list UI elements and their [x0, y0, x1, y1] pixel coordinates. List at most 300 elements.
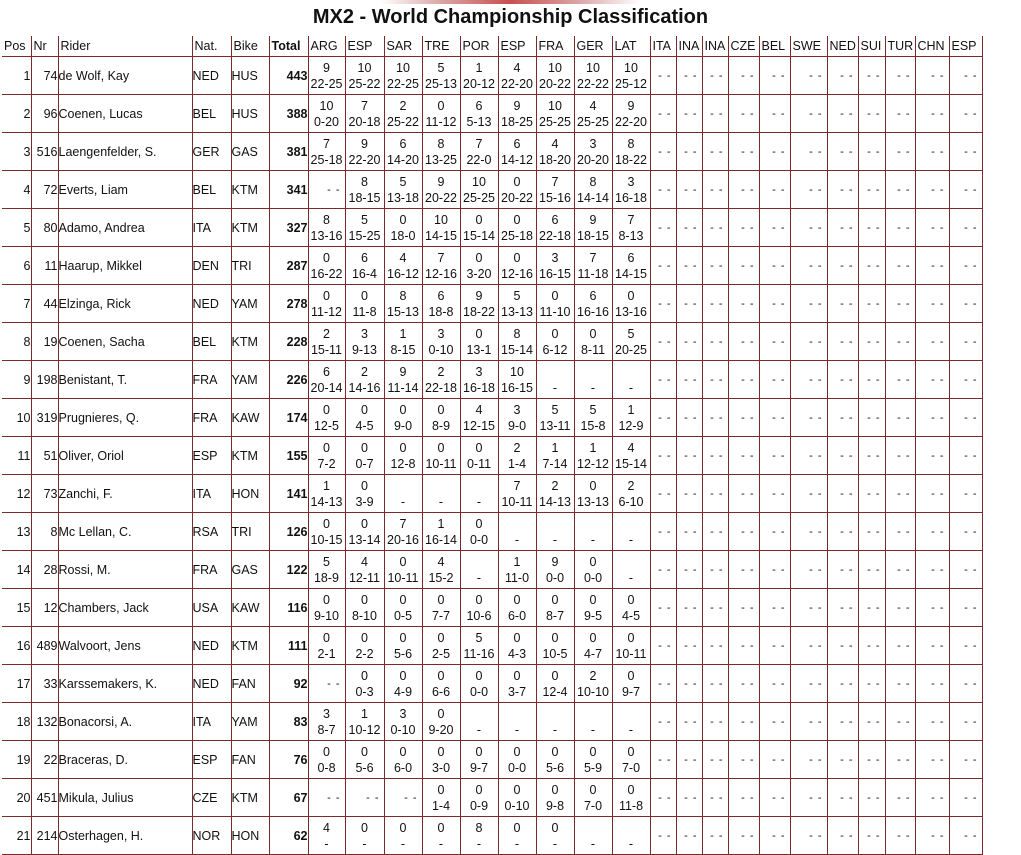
cell-result [498, 817, 536, 855]
cell-nr: 80 [31, 209, 58, 247]
moto-points: 9-7 [621, 684, 641, 699]
cell-nat: ESP [192, 741, 231, 779]
table-row [2, 285, 982, 323]
cell-result [422, 399, 460, 437]
cell-result [536, 551, 574, 589]
moto-points: 6-10 [618, 494, 644, 509]
moto-points: - [590, 532, 596, 547]
col-gp: LAT [612, 36, 650, 57]
table-row [2, 171, 982, 209]
cell-bike: KTM [231, 171, 269, 209]
gp-points: 6 [323, 364, 330, 379]
gp-points: 0 [551, 326, 559, 341]
cell-pos: 6 [2, 247, 31, 285]
cell-result-empty: - - [827, 361, 858, 399]
cell-result [574, 323, 612, 361]
cell-result [460, 437, 498, 475]
gp-points: 0 [475, 782, 483, 797]
table-row [2, 475, 982, 513]
cell-result [612, 475, 650, 513]
gp-points: 10 [586, 60, 600, 75]
gp-points: 5 [513, 288, 521, 303]
cell-total: 62 [269, 817, 308, 855]
cell-result-empty: - - [915, 323, 949, 361]
cell-result [574, 171, 612, 209]
moto-points: 7-7 [431, 608, 451, 623]
cell-result [574, 437, 612, 475]
table-row [2, 133, 982, 171]
cell-result [460, 285, 498, 323]
cell-total: 111 [269, 627, 308, 665]
cell-total: 122 [269, 551, 308, 589]
cell-result-empty: - - [858, 665, 885, 703]
gp-points: 0 [513, 212, 521, 227]
gp-points: 0 [589, 326, 597, 341]
moto-points: 6-6 [431, 684, 451, 699]
cell-result [498, 741, 536, 779]
cell-nr: 22 [31, 741, 58, 779]
moto-points: 22-0 [466, 152, 492, 167]
cell-result-empty: - - [650, 589, 676, 627]
cell-result [612, 627, 650, 665]
cell-result-empty: - - [885, 285, 915, 323]
gp-points [385, 478, 422, 494]
moto-points: 13-13 [577, 494, 609, 509]
cell-result-empty: - - [702, 551, 728, 589]
gp-points [575, 820, 612, 836]
table-row [2, 513, 982, 551]
cell-result-empty: - - [702, 589, 728, 627]
cell-result-empty: - - [827, 209, 858, 247]
cell-bike: GAS [231, 133, 269, 171]
cell-result-empty: - - [915, 171, 949, 209]
gp-points: 0 [627, 668, 635, 683]
cell-result-empty: - - [790, 513, 827, 551]
cell-result [345, 627, 384, 665]
cell-result-empty: - - [676, 665, 702, 703]
cell-result-empty: - - [915, 437, 949, 475]
cell-result-empty: - - [759, 551, 790, 589]
gp-points: 10 [357, 60, 372, 75]
cell-result [574, 703, 612, 741]
gp-points: 7 [361, 98, 368, 113]
moto-points: 11-12 [310, 304, 343, 319]
gp-points: 2 [627, 478, 635, 493]
gp-points: 0 [475, 440, 483, 455]
moto-points: 13-13 [501, 304, 533, 319]
moto-points: - [628, 532, 634, 547]
moto-points: - [400, 836, 406, 851]
cell-result-empty: - - [885, 323, 915, 361]
cell-result-empty: - - [676, 57, 702, 95]
moto-points: 8-13 [618, 228, 644, 243]
page-title: MX2 - World Championship Classification [312, 6, 709, 28]
cell-result-empty: - - [827, 285, 858, 323]
cell-result [612, 399, 650, 437]
cell-result [460, 551, 498, 589]
cell-bike: KTM [231, 627, 269, 665]
cell-pos: 20 [2, 779, 31, 817]
cell-result-empty: - - [790, 209, 827, 247]
cell-result-empty: - - [827, 247, 858, 285]
moto-points: - [628, 722, 634, 737]
moto-points: - [590, 380, 596, 395]
gp-points: 0 [589, 478, 597, 493]
cell-result-empty: - - [702, 475, 728, 513]
cell-result-empty: - - [858, 247, 885, 285]
moto-points: - [552, 722, 558, 737]
col-gp: GER [574, 36, 612, 57]
moto-points: 3-9 [355, 494, 374, 509]
cell-pos: 13 [2, 513, 31, 551]
moto-points: 0-0 [469, 684, 489, 699]
gp-points: 3 [475, 364, 483, 379]
cell-nat: NED [192, 57, 231, 95]
cell-nat: NED [192, 285, 231, 323]
moto-points: 18-15 [577, 228, 609, 243]
cell-result [384, 741, 422, 779]
cell-result [345, 741, 384, 779]
gp-points: 6 [437, 288, 445, 303]
moto-points: - [628, 836, 634, 851]
cell-result-empty: - - [790, 133, 827, 171]
cell-nr: 19 [31, 323, 58, 361]
gp-points: 2 [323, 326, 330, 341]
col-rider: Rider [58, 36, 192, 57]
cell-rider: Laengenfelder, S. [58, 133, 192, 171]
cell-result [422, 361, 460, 399]
moto-points: 2-1 [317, 646, 336, 661]
cell-nat: FRA [192, 551, 231, 589]
cell-nat: BEL [192, 323, 231, 361]
gp-points: 0 [627, 592, 635, 607]
classification-body [2, 57, 982, 855]
moto-points: 10-15 [310, 532, 343, 547]
cell-total: 126 [269, 513, 308, 551]
gp-points: 0 [399, 668, 407, 683]
cell-result-empty: - - [759, 285, 790, 323]
gp-points [537, 516, 574, 532]
cell-result [612, 285, 650, 323]
gp-points: 0 [475, 212, 483, 227]
cell-result-empty: - - [676, 361, 702, 399]
cell-total: 443 [269, 57, 308, 95]
cell-result-empty: - - [728, 779, 759, 817]
col-gp: SUI [858, 36, 885, 57]
cell-nat: BEL [192, 171, 231, 209]
moto-points: 9-7 [469, 760, 489, 775]
cell-result [422, 171, 460, 209]
cell-result [345, 437, 384, 475]
col-total: Total [269, 36, 308, 57]
cell-result-empty: - - [885, 741, 915, 779]
cell-result [422, 475, 460, 513]
cell-result-empty: - - [915, 475, 949, 513]
cell-result [384, 361, 422, 399]
cell-bike: KTM [231, 779, 269, 817]
moto-points: 20-22 [425, 190, 457, 205]
cell-result-empty: - - [728, 741, 759, 779]
gp-points: 0 [551, 668, 559, 683]
moto-points: 12-11 [348, 570, 381, 585]
table-row [2, 779, 982, 817]
cell-rider: Everts, Liam [58, 171, 192, 209]
cell-result-empty: - - [949, 133, 982, 171]
cell-result [345, 361, 384, 399]
cell-nat: ESP [192, 437, 231, 475]
cell-result-empty: - - [885, 665, 915, 703]
cell-pos: 12 [2, 475, 31, 513]
gp-points: 10 [624, 60, 638, 75]
col-pos: Pos [2, 36, 31, 57]
gp-points: 0 [589, 554, 597, 569]
gp-points: 3 [551, 250, 559, 265]
cell-result-empty: - - [858, 551, 885, 589]
moto-points: 4-5 [355, 418, 374, 433]
gp-points: 5 [399, 174, 407, 189]
moto-points: 15-8 [580, 418, 606, 433]
moto-points: 15-2 [428, 570, 454, 585]
moto-points: 4-7 [583, 646, 603, 661]
cell-result-empty: - - [858, 95, 885, 133]
cell-result [498, 665, 536, 703]
cell-nr: 33 [31, 665, 58, 703]
cell-result-empty: - - [858, 475, 885, 513]
cell-result [384, 95, 422, 133]
gp-points: 6 [513, 136, 521, 151]
cell-result-empty: - - [759, 703, 790, 741]
cell-result [422, 323, 460, 361]
cell-result [384, 513, 422, 551]
cell-result [308, 247, 345, 285]
cell-result [536, 247, 574, 285]
cell-result-empty: - - [858, 323, 885, 361]
gp-points: 1 [475, 60, 483, 75]
gp-points: 10 [510, 364, 524, 379]
moto-points: 0-0 [469, 532, 489, 547]
gp-points: 9 [323, 60, 330, 75]
col-gp: ESP [345, 36, 384, 57]
moto-points: 25-12 [615, 76, 647, 91]
cell-result [612, 741, 650, 779]
gp-points: 6 [627, 250, 635, 265]
moto-points: 13-18 [387, 190, 419, 205]
cell-result-empty: - - [728, 589, 759, 627]
cell-result [422, 589, 460, 627]
cell-nr: 51 [31, 437, 58, 475]
cell-result-empty: - - [790, 361, 827, 399]
moto-points: 22-18 [539, 228, 571, 243]
cell-result-empty: - - [650, 247, 676, 285]
cell-result-empty: - - [702, 779, 728, 817]
cell-pos: 5 [2, 209, 31, 247]
cell-result [460, 627, 498, 665]
cell-result [536, 285, 574, 323]
moto-points: 11-14 [387, 380, 419, 395]
cell-result-empty: - - [676, 551, 702, 589]
cell-result-empty: - - [728, 171, 759, 209]
cell-bike: KTM [231, 323, 269, 361]
cell-result [308, 399, 345, 437]
cell-result-empty: - - [949, 513, 982, 551]
moto-points: 0-10 [504, 798, 530, 813]
cell-result [460, 171, 498, 209]
cell-result-empty: - - [650, 475, 676, 513]
cell-result-empty: - - [885, 361, 915, 399]
gp-points: 0 [323, 630, 330, 645]
cell-result [345, 57, 384, 95]
header-decoration [380, 0, 640, 4]
gp-points: 3 [589, 136, 597, 151]
cell-pos: 10 [2, 399, 31, 437]
gp-points: 0 [361, 288, 368, 303]
gp-points: 5 [361, 212, 368, 227]
cell-result-empty: - - [676, 475, 702, 513]
cell-result-empty: - - [702, 209, 728, 247]
gp-points: 1 [437, 516, 445, 531]
cell-result [536, 361, 574, 399]
cell-result [384, 285, 422, 323]
cell-result-empty: - - [650, 209, 676, 247]
moto-points: - [400, 494, 406, 509]
cell-result-empty: - - [915, 95, 949, 133]
gp-points [613, 516, 650, 532]
cell-result-empty: - - [827, 741, 858, 779]
moto-points: 0-10 [390, 722, 416, 737]
cell-result-empty: - - [759, 475, 790, 513]
gp-points: 0 [627, 744, 635, 759]
gp-points: 0 [437, 592, 445, 607]
cell-result [612, 589, 650, 627]
cell-result-empty: - - [650, 665, 676, 703]
cell-result-empty: - - [949, 247, 982, 285]
cell-result-empty: - - [650, 779, 676, 817]
cell-nr: 198 [31, 361, 58, 399]
cell-result-empty: - - [759, 133, 790, 171]
moto-points: 15-16 [539, 190, 571, 205]
cell-result [536, 703, 574, 741]
cell-result [536, 171, 574, 209]
cell-nr: 319 [31, 399, 58, 437]
col-gp: SWE [790, 36, 827, 57]
cell-pos: 7 [2, 285, 31, 323]
gp-points: 0 [437, 98, 445, 113]
cell-result-empty: - - [308, 779, 345, 817]
cell-result-empty: - - [702, 171, 728, 209]
cell-result [460, 741, 498, 779]
gp-points: 0 [399, 402, 407, 417]
cell-result-empty: - - [858, 589, 885, 627]
cell-nat: CZE [192, 779, 231, 817]
cell-result [612, 95, 650, 133]
gp-points: 2 [361, 364, 368, 379]
cell-result-empty: - - [650, 551, 676, 589]
cell-result [345, 95, 384, 133]
gp-points [575, 706, 612, 722]
gp-points: 0 [551, 630, 559, 645]
col-gp: ESP [949, 36, 982, 57]
gp-points: 8 [361, 174, 368, 189]
cell-result-empty: - - [827, 95, 858, 133]
gp-points: 0 [437, 402, 445, 417]
cell-result [536, 513, 574, 551]
cell-result-empty: - - [858, 437, 885, 475]
cell-bike: HON [231, 475, 269, 513]
cell-result-empty: - - [949, 95, 982, 133]
cell-result [345, 171, 384, 209]
gp-points [499, 706, 536, 722]
cell-result [308, 285, 345, 323]
cell-result-empty: - - [702, 513, 728, 551]
gp-points: 4 [399, 250, 407, 265]
cell-result-empty: - - [858, 209, 885, 247]
cell-result-empty: - - [949, 703, 982, 741]
cell-result-empty: - - [676, 95, 702, 133]
cell-result [345, 703, 384, 741]
cell-result [345, 475, 384, 513]
cell-result-empty: - - [790, 589, 827, 627]
cell-result [498, 133, 536, 171]
moto-points: 15-11 [310, 342, 343, 357]
cell-result-empty: - - [650, 133, 676, 171]
moto-points: 4-5 [621, 608, 641, 623]
gp-points: 9 [589, 212, 597, 227]
cell-result [536, 95, 574, 133]
cell-result [384, 209, 422, 247]
cell-result [574, 209, 612, 247]
moto-points: 2-2 [355, 646, 374, 661]
col-gp: ITA [650, 36, 676, 57]
cell-result-empty: - - [885, 57, 915, 95]
cell-result [612, 361, 650, 399]
moto-points: 4-3 [507, 646, 527, 661]
cell-nr: 74 [31, 57, 58, 95]
moto-points: 20-22 [501, 190, 533, 205]
cell-total: 228 [269, 323, 308, 361]
gp-points: 0 [475, 744, 483, 759]
cell-result-empty: - - [949, 171, 982, 209]
cell-result-empty: - - [759, 209, 790, 247]
cell-result [498, 361, 536, 399]
moto-points: 0-20 [313, 114, 340, 129]
gp-points [575, 364, 612, 380]
table-row [2, 247, 982, 285]
cell-result [536, 779, 574, 817]
moto-points: 0-10 [428, 342, 454, 357]
cell-rider: Mc Lellan, C. [58, 513, 192, 551]
moto-points: 5-6 [393, 646, 413, 661]
gp-points: 8 [475, 820, 483, 835]
cell-result [308, 513, 345, 551]
cell-result-empty: - - [728, 551, 759, 589]
gp-points: 0 [513, 668, 521, 683]
cell-bike: KTM [231, 209, 269, 247]
moto-points: 14-16 [348, 380, 381, 395]
cell-result [498, 703, 536, 741]
moto-points: - [552, 836, 558, 851]
moto-points: 13-16 [310, 228, 343, 243]
cell-result [498, 323, 536, 361]
cell-result-empty: - - [827, 817, 858, 855]
cell-result-empty: - - [728, 437, 759, 475]
gp-points [461, 706, 498, 722]
cell-result-empty: - - [650, 437, 676, 475]
col-gp: TUR [885, 36, 915, 57]
gp-points: 8 [589, 174, 597, 189]
cell-result-empty: - - [728, 817, 759, 855]
cell-result [536, 475, 574, 513]
gp-points: 8 [627, 136, 635, 151]
